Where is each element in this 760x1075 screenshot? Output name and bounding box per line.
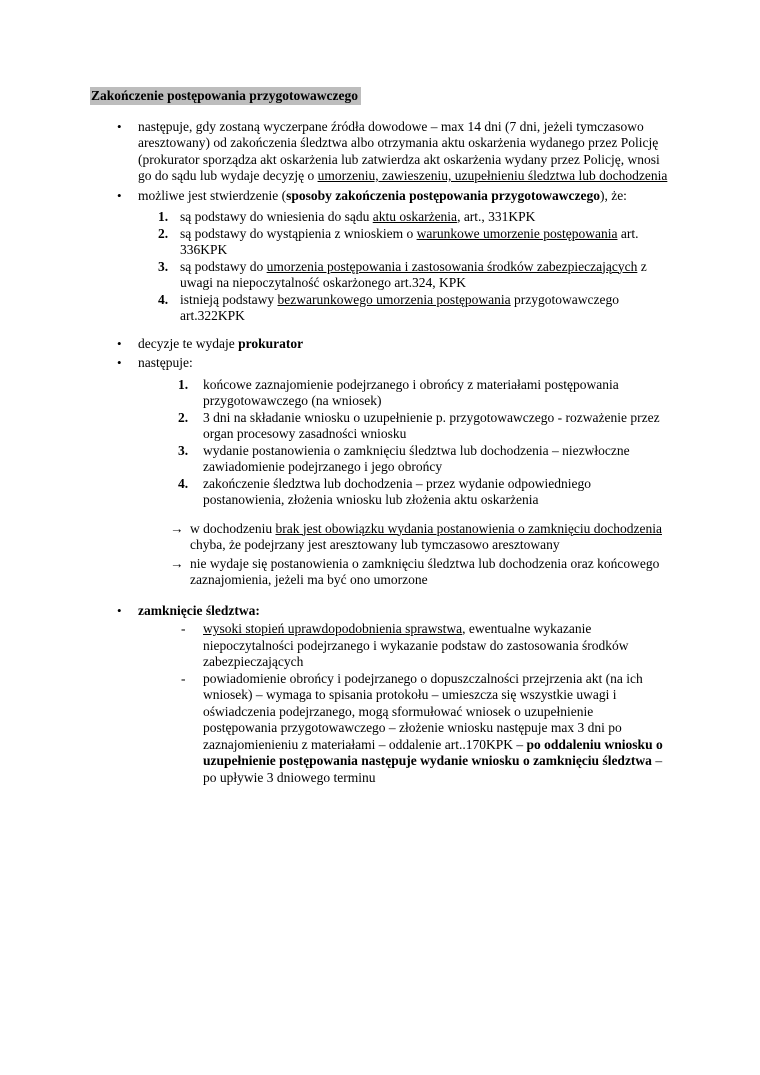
block-bullet <box>90 355 668 372</box>
list-number: 2. <box>158 225 169 241</box>
block-bullet <box>90 336 668 353</box>
item-text <box>180 226 668 259</box>
item-text <box>138 603 668 620</box>
list-number: 4. <box>158 291 169 307</box>
text-segment: , ewentualne wykazanie niepoczytalności podejrzanego i wykazanie podstaw do zastosowania środków zabezpieczających <box>203 621 629 669</box>
text-segment: są podstawy do <box>180 258 267 274</box>
text-segment: są podstawy do wystąpienia z wnioskiem o <box>180 225 417 241</box>
arrow-icon: → <box>170 555 184 571</box>
item-text <box>180 292 668 325</box>
arrow-item <box>90 556 668 589</box>
dash-item <box>90 671 668 787</box>
ordered-item <box>90 292 668 325</box>
text-segment: aktu oskarżenia <box>372 209 458 224</box>
item-text <box>180 209 668 226</box>
bullet-icon: • <box>117 187 122 203</box>
bullet-icon: • <box>117 602 122 618</box>
text-segment: sposoby zakończenia postępowania przygotowawczego <box>286 187 600 203</box>
dash-icon: - <box>181 670 186 686</box>
text-segment: zamknięcie śledztwa: <box>138 602 260 618</box>
bullet-icon: • <box>117 355 122 370</box>
item-text <box>138 336 668 353</box>
ordered-item <box>90 443 668 476</box>
text-segment: następuje: <box>138 355 193 370</box>
document-content <box>90 119 668 787</box>
item-text <box>138 119 668 185</box>
bullet-item <box>90 119 668 185</box>
block-bullet <box>90 188 668 205</box>
text-segment: ), że: <box>599 187 627 203</box>
text-segment: są podstawy do wniesienia do sądu <box>180 209 373 224</box>
text-segment: prokurator <box>238 335 304 351</box>
text-segment: – po upływie 3 dniowego terminu <box>203 753 663 785</box>
bullet-item <box>90 603 668 620</box>
item-text <box>203 671 668 787</box>
text-segment: możliwe jest stwierdzenie ( <box>138 187 287 203</box>
text-segment: zakończenie śledztwa lub dochodzenia – przez wydanie odpowiedniego postanowienia, złożenia wniosku lub złożenia aktu oskarżenia <box>203 475 591 507</box>
item-text <box>138 188 668 205</box>
bullet-item <box>90 355 668 372</box>
text-segment: z uwagi na niepoczytalność oskarżonego art.324, KPK <box>180 258 647 290</box>
block-ordered <box>90 209 668 325</box>
item-text <box>180 259 668 292</box>
text-segment: warunkowe umorzenie postępowania <box>416 225 618 241</box>
item-text <box>203 443 668 476</box>
arrow-icon: → <box>170 520 184 536</box>
list-number: 2. <box>178 409 189 425</box>
ordered-item <box>90 410 668 443</box>
item-text <box>138 355 668 372</box>
text-segment: , art., 331KPK <box>457 209 536 224</box>
block-bullet <box>90 603 668 620</box>
ordered-item <box>90 476 668 509</box>
text-segment: bezwarunkowego umorzenia postępowania <box>277 291 511 307</box>
text-segment: umorzenia postępowania i zastosowania środków zabezpieczających <box>266 258 638 274</box>
text-segment: końcowe zaznajomienie podejrzanego i obrońcy z materiałami postępowania przygotowawczego (na wniosek) <box>203 376 619 408</box>
text-segment: wysoki stopień uprawdopodobnienia sprawstwa <box>203 621 463 636</box>
bullet-item <box>90 188 668 205</box>
list-number: 1. <box>178 376 189 392</box>
dash-icon: - <box>181 621 186 636</box>
list-number: 1. <box>158 209 169 224</box>
dash-item <box>90 621 668 671</box>
title-highlight: Zakończenie postępowania przygotowawczego <box>90 87 361 105</box>
bullet-icon: • <box>117 335 122 351</box>
ordered-item <box>90 259 668 292</box>
text-segment: przygotowawczego art.322KPK <box>180 291 620 323</box>
arrow-item <box>90 521 668 554</box>
block-bullet <box>90 119 668 185</box>
text-segment: decyzje te wydaje <box>138 335 239 351</box>
text-segment: następuje, gdy zostaną wyczerpane źródła dowodowe – max 14 dni (7 dni, jeżeli tymczasowo aresztowany) od zakończenia śledztwa albo otrzymania aktu oskarżenia wydanego przez Policję (prokurator sporządza akt oskarżenia lub zatwierdza akt oskarżenia wydany przez Policję, wnosi go do sądu lub wydaje decyzję o <box>138 118 660 183</box>
item-text <box>190 556 668 589</box>
item-text <box>190 521 668 554</box>
block-dashes <box>90 621 668 786</box>
list-number: 3. <box>178 442 189 458</box>
block-arrows <box>90 521 668 589</box>
ordered-item <box>90 209 668 226</box>
item-text <box>203 377 668 410</box>
text-segment: chyba, że podejrzany jest aresztowany lub tymczasowo aresztowany <box>190 537 560 552</box>
item-text <box>203 410 668 443</box>
text-segment: w dochodzeniu <box>190 520 276 536</box>
text-segment: powiadomienie obrońcy i podejrzanego o dopuszczalności przejrzenia akt (na ich wniosek) – wymaga to spisania protokołu – umieszcza się wszystkie uwagi i oświadczenia podejrzanego, mogą sformułować wniosek o uzupełnienie postępowania przygotowawczego – złożenie wniosku następuje max 3 dni po zaznajomienieniu z materiałami – oddalenie art..170KPK – <box>203 670 643 752</box>
text-segment: art. 336KPK <box>180 225 639 257</box>
text-segment: nie wydaje się postanowienia o zamknięciu śledztwa lub dochodzenia oraz końcowego zaznajomienia, jeżeli ma być ono umorzone <box>190 555 660 587</box>
list-number: 4. <box>178 475 189 491</box>
text-segment: umorzeniu, zawieszeniu, uzupełnieniu śledztwa lub dochodzenia <box>317 168 668 183</box>
item-text <box>203 621 668 671</box>
text-segment: brak jest obowiązku wydania postanowienia o zamknięciu dochodzenia <box>275 520 662 536</box>
item-text <box>203 476 668 509</box>
bullet-icon: • <box>117 118 122 134</box>
block-ordered <box>90 377 668 509</box>
text-segment: wydanie postanowienia o zamknięciu śledztwa lub dochodzenia – niezwłoczne zawiadomienie podejrzanego i jego obrońcy <box>203 442 630 474</box>
bullet-item <box>90 336 668 353</box>
ordered-item <box>90 226 668 259</box>
list-number: 3. <box>158 258 169 274</box>
text-segment: 3 dni na składanie wniosku o uzupełnienie p. przygotowawczego - rozważenie przez organ procesowy zasadności wniosku <box>203 409 660 441</box>
text-segment: istnieją podstawy <box>180 291 278 307</box>
page-title <box>90 88 668 105</box>
text-segment: po oddaleniu wniosku o uzupełnienie postępowania następuje wydanie wniosku o zamknięciu śledztwa <box>203 736 663 768</box>
ordered-item <box>90 377 668 410</box>
